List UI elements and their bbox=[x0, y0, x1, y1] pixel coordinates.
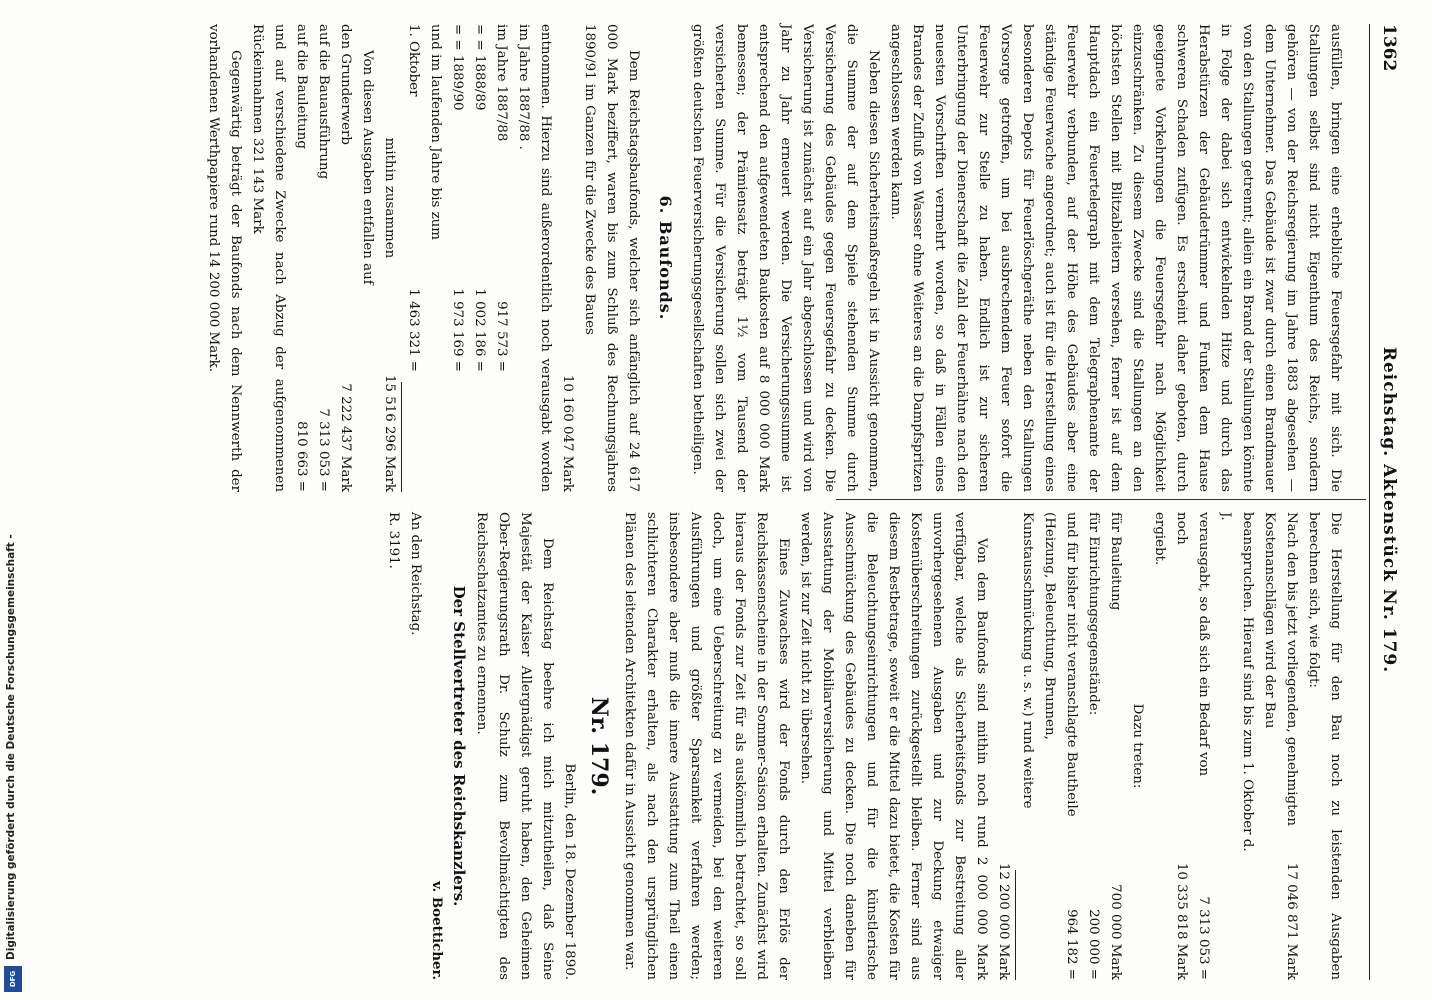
intro-paragraph: ausfüllen, bringen eine erhebliche Feuersgefahr mit sich. Die Stallungen selbst sind nicht Eigenthum des Reichs, sondern gehören — von der Reichsregierung im Jahre 1883 abgesehen — dem Unternehmer. Das Gebäude ist zwar durch einen Brandmauer von den Stallungen getrennt; allein ein Brand der Stallungen könnte in Folge der dabei sich entwickelnden Hitze und durch das Herabstürzen der Gebäudetrümmer und Funken dem Hause schweren Schaden zufügen. Es erscheint daher geboten, durch geeignete Vorkehrungen die Feuersgefahr nach Möglichkeit einzuschränken. Zu diesem Zwecke sind die Stallungen an den höchsten Stellen mit Blitzableitern versehen, ferner ist auf dem Hauptdach ein Feuertelegraph mit dem Telegraphenamte der Feuerwehr verbunden, auf der Höhe des Gebäudes aber eine ständige Feuerwache angeordnet; auch ist für die Herstellung eines besonderen Depots für Feuerlöschgeräthe neben den Stallungen Vorsorge getroffen, um bei ausbrechendem Feuer sofort die Feuerwehr zur Stelle zu haben. Endlich ist zur sicheren Unterbringung der Dienerschaft die Zahl der Feuerhähne nach den neuesten Vorschriften vermehrt worden, so daß in Fällen eines Brandes der Zufluß von Wasser ohne Weiteres an die Dampfspritzen angeschlossen werden kann. bbox=[888, 24, 1343, 492]
year-label: = = 1889/90 bbox=[450, 24, 465, 111]
extra-total-row bbox=[992, 512, 1014, 980]
cost-label: beanspruchen. Hierauf sind bis zum 1. Oktober d. J. bbox=[1218, 512, 1255, 852]
entnommen-paragraph: entnommen. Hierzu sind außerordentlich noch verausgabt worden im Jahre 1887/88 . bbox=[516, 24, 553, 492]
cost-row bbox=[1170, 512, 1192, 980]
right-column bbox=[382, 512, 1346, 980]
left-column bbox=[202, 24, 1346, 492]
extra-label: und für bisher nicht veranschlagte Bautheile (Heizung, Beleuchtung, Brunnen, Kunstausschmückung u. s. w.) rund weitere bbox=[1020, 512, 1079, 817]
digitization-credit bbox=[0, 0, 26, 1000]
cost-row bbox=[1258, 512, 1302, 980]
credit-text: Digitalisierung gefördert durch die Deutsche Forschungsgemeinschaft - bbox=[5, 534, 17, 960]
year-row bbox=[402, 24, 424, 492]
addressee: An den Reichstag. bbox=[408, 512, 423, 636]
security-paragraph: Neben diesen Sicherheitsmaßregeln ist in Aussicht genommen, die Summe der auf dem Spiele stehenden Summe durch Versicherung des Gebäudes gegen Feuersgefahr zu decken. Die Versicherung ist zunächst auf ein Jahr abgeschlossen und wird von Jahr zu Jahr erneuert werden. Die Versicherungssumme ist entsprechend den aufgewendeten Baukosten auf 8 000 000 Mark bemessen; der Prämiensatz beträgt 1½ vom Tausend der versicherten Summe. Für die Versicherung sollen sich zwei der größten deutschen Feuerversicherungsgesellschaften betheiligen. bbox=[690, 24, 881, 492]
year-amount: 917 573 = bbox=[494, 301, 509, 372]
dazu-treten: Dazu treten: bbox=[1130, 703, 1145, 789]
year-label: im Jahre 1887/88 bbox=[494, 24, 509, 142]
dfg-logo bbox=[4, 966, 22, 992]
cost-amount: 17 046 871 Mark bbox=[1284, 862, 1299, 980]
von-diesen-line: Von diesen Ausgaben entfallen auf bbox=[360, 50, 375, 285]
page-number: 1362 bbox=[1379, 24, 1399, 72]
cost-amount bbox=[1214, 852, 1258, 980]
yearly-expenses bbox=[378, 24, 512, 492]
year-amount: 1 973 169 = bbox=[450, 288, 465, 372]
allocation-amount: 810 663 = bbox=[294, 421, 309, 492]
allocation-row bbox=[290, 24, 312, 492]
extra-amount: 200 000 = bbox=[1086, 909, 1101, 980]
year-amount: 1 002 186 = bbox=[472, 288, 487, 372]
cost-label: Nach den bis jetzt vorliegenden, genehmigten Kostenanschlägen wird der Bau bbox=[1262, 512, 1299, 827]
cost-label: verausgabt, so daß sich ein Bedarf von bbox=[1196, 512, 1211, 777]
dfg-logo-text: DFG bbox=[9, 970, 17, 988]
extra-row bbox=[1104, 512, 1126, 980]
allocation-amount: 7 313 053 = bbox=[316, 408, 331, 492]
cost-label: noch bbox=[1174, 512, 1189, 545]
document-number-heading: Nr. 179. bbox=[586, 696, 612, 796]
year-row bbox=[468, 24, 490, 492]
extra-total-amount: 12 200 000 Mark bbox=[996, 862, 1011, 980]
zuwachs-paragraph: Eines Zuwachses wird der Fonds durch den Erlös der Reichskassenscheine in der Sommer-Saison erhalten. Zunächst wird hieraus der Fonds zur Zeit für als auskömmlich betrachtet, so soll doch, um eine Ueberschreitung zu vermeiden, bei den weiteren Ausführungen und größter Sparsamkeit verfahren werden; insbesondere aber muß die innere Ausstattung zum Theil einen schlichteren Charakter erhalten, als nach den ursprünglichen Plänen des leitenden Architekten dafür in Aussicht genommen war. bbox=[622, 512, 791, 980]
extra-label: für Einrichtungsgegenstände: bbox=[1086, 512, 1101, 716]
im-laufenden-line: und im laufenden Jahre bis zum bbox=[428, 24, 443, 241]
baufonds-paragraph: Dem Reichstagsbaufonds, welcher sich anfänglich auf 24 617 000 Mark beziffert, waren bis zum Schluß des Rechnungsjahres 1890/91 im Ganzen für die Zwecke des Baues bbox=[582, 24, 641, 492]
zusammen-label: mithin zusammen bbox=[382, 137, 397, 259]
allocation-row-long: und auf verschiedene Zwecke nach Abzug der aufgenommenen Rückeinnahmen 321 143 Mark bbox=[250, 24, 287, 492]
allocation-label: auf die Bauleitung bbox=[294, 24, 309, 149]
allocation-label: auf die Bauausführung bbox=[316, 24, 331, 180]
oktober-label: 1. Oktober bbox=[406, 24, 421, 97]
announcement-paragraph: Dem Reichstag beehre ich mich mitzutheilen, daß Seine Majestät der Kaiser Allergnädigst geruht haben, den Geheimen Ober-Regierungsrath Dr. Schulz zum Bevollmächtigten des Reichsschatzamtes zu ernennen. bbox=[474, 512, 555, 980]
page-title: Reichstag. Aktenstück Nr. 179. bbox=[1379, 346, 1399, 674]
cost-amount: 7 313 053 = bbox=[1196, 896, 1211, 980]
extra-row bbox=[1016, 512, 1082, 980]
extra-label: für Bauleitung bbox=[1108, 512, 1123, 611]
signature-name: v. Boetticher. bbox=[429, 881, 445, 980]
allocation-row bbox=[312, 24, 334, 492]
year-label: = = 1888/89 bbox=[472, 24, 487, 111]
year-row bbox=[490, 24, 512, 492]
total-row bbox=[378, 24, 400, 492]
allocation-amount: 7 222 437 Mark bbox=[338, 383, 353, 492]
place-date: Berlin, den 18. Dezember 1890. bbox=[562, 763, 577, 980]
cost-amount: 10 335 818 Mark bbox=[1174, 862, 1189, 980]
allocation-label: den Grunderwerb bbox=[338, 24, 353, 145]
closing-paragraph: Gegenwärtig beträgt der Baufonds nach dem Nennwerth der vorhandenen Werthpapiere rund 14 200 000 Mark. bbox=[206, 24, 243, 492]
header-rule bbox=[1369, 24, 1370, 980]
signature-title: Der Stellvertreter des Reichskanzlers. bbox=[450, 585, 468, 907]
entnommen-amount: 10 160 047 Mark bbox=[560, 374, 575, 492]
oktober-amount: 1 463 321 = bbox=[406, 288, 421, 372]
reference-number: R. 3191. bbox=[386, 512, 401, 569]
rotated-document-page bbox=[30, 0, 1400, 1000]
extra-label bbox=[992, 512, 1014, 852]
extra-amount: 700 000 Mark bbox=[1108, 884, 1123, 980]
zusammen-amount: 15 516 296 Mark bbox=[382, 374, 397, 492]
section-heading-baufonds: 6. Baufonds. bbox=[656, 195, 675, 321]
column-divider bbox=[836, 499, 1366, 500]
cost-label-end: ergiebt. bbox=[1152, 512, 1167, 566]
restbetrag-paragraph: Von dem Baufonds sind mithin noch rund 2 000 000 Mark verfügbar, welche als Sicherheitsfonds zur Bestreitung aller unvorhergesehenen Ausgaben und zur Deckung etwaiger Kostenüberschreitungen zurückgestellt bleiben. Ferner sind aus diesem Restbetrage, soweit er die Mittel dazu bietet, die Kosten für die Beleuchtungseinrichtungen und für die künstlerische Ausschmückung des Gebäudes zu decken. Die noch daneben für Ausstattung der Mobiliarversicherung und Mittel verbleiben werden, ist zur Zeit nicht zu übersehen. bbox=[798, 512, 989, 980]
allocation-row bbox=[334, 24, 356, 492]
extra-amount: 964 182 = bbox=[1064, 909, 1079, 980]
year-row bbox=[446, 24, 468, 492]
cost-row bbox=[1214, 512, 1258, 980]
cost-row bbox=[1192, 512, 1214, 980]
extra-row bbox=[1082, 512, 1104, 980]
right-intro: Die Herstellung für den Bau noch zu leistenden Ausgaben berechnen sich, wie folgt: bbox=[1306, 512, 1343, 980]
